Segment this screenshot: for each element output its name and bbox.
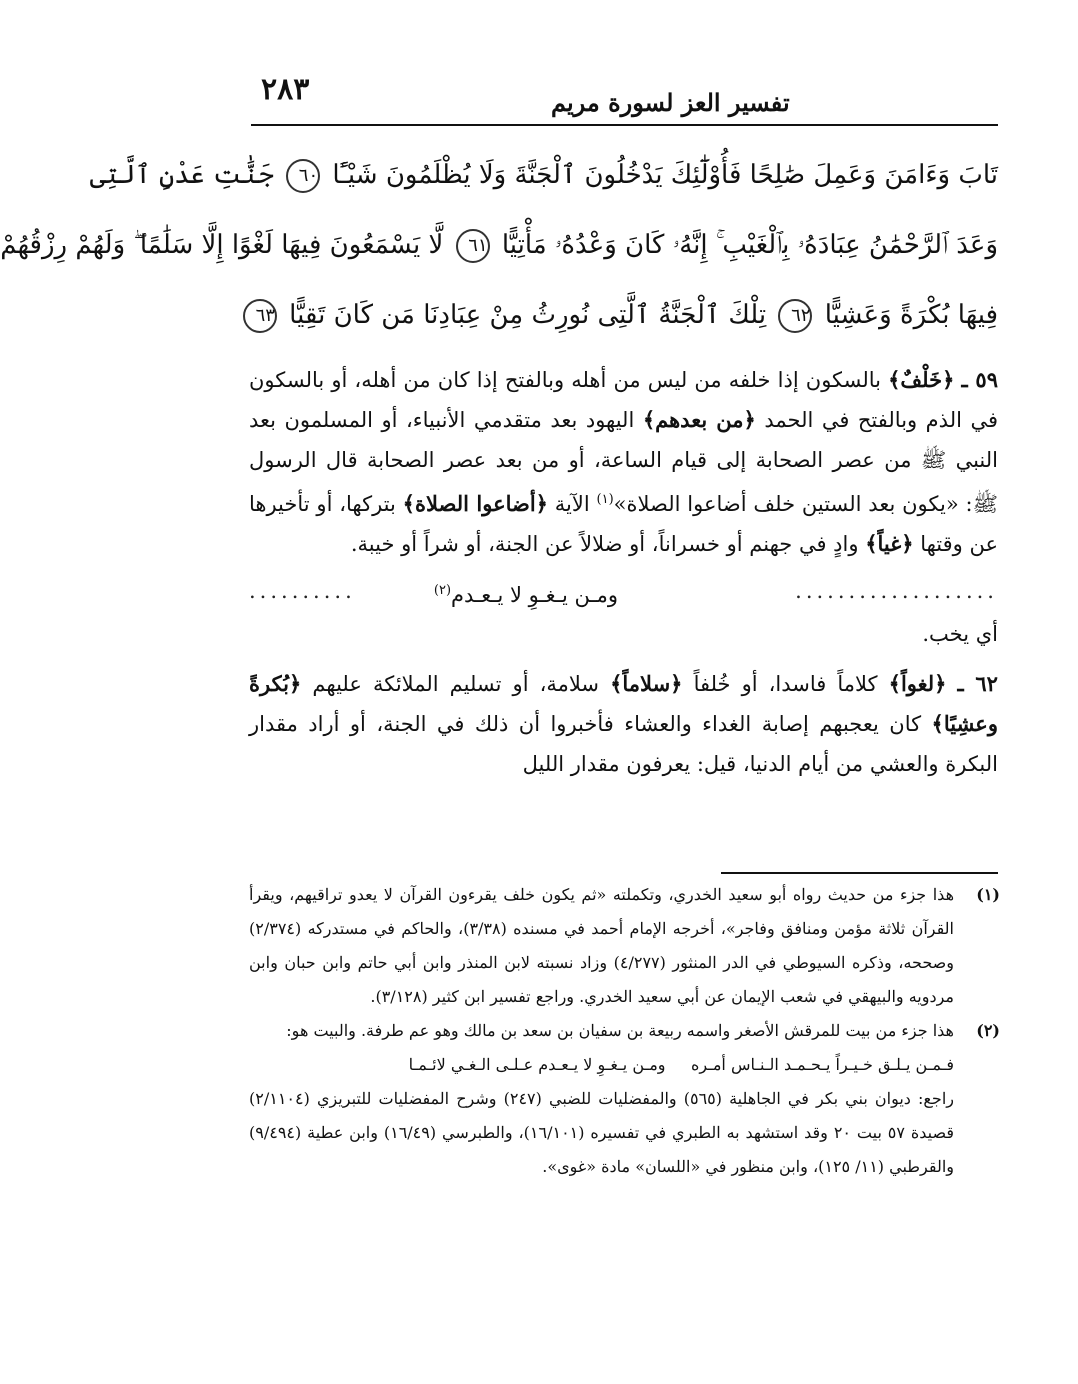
commentary xyxy=(249,360,998,784)
paragraph-62 xyxy=(249,664,998,784)
footnote-text: هذا جزء من حديث رواه أبو سعيد الخدري، وتكملته «ثم يكون خلف يقرءون القرآن لا يعدو تراقيهم، ويقرأ القرآن ثلاثة مؤمن ومنافق وفاجر»، أخرجه الإمام أحمد في مسنده (٣/٣٨)، والحاكم في مستدركه (٢/٣٧٤) وصححه، وذكره السيوطي في الدر المنثور (٤/٢٧٧) وزاد نسبته لابن المنذر وابن أبي حاتم وابن حبان وابن مردويه والبيهقي في شعب الإيمان عن أبي سعيد الخدري. وراجع تفسير ابن كثير (٣/١٢٨). xyxy=(249,885,954,1006)
dots-left: .......... xyxy=(249,579,356,603)
verse-number: ٦٢ ـ xyxy=(957,671,998,696)
quoted-word: ﴿من بعدهم﴾ xyxy=(642,407,756,432)
footnote-number: (٢) xyxy=(976,1021,1000,1040)
paragraph-text: كان يعجبهم إصابة الغداء والعشاء فأخبروا أن ذلك في الجنة، أو أراد مقدار البكرة والعشي من أيام الدنيا، قيل: يعرفون مقدار الليل xyxy=(249,712,998,776)
quran-text: جَنَّٰتِ عَدْنٍ ٱلَّتِى xyxy=(89,160,274,190)
paragraph-text: كلاماً فاسدا، أو خُلفاً xyxy=(693,672,878,696)
footnote-text: هذا جزء من بيت للمرقش الأصغر واسمه ربيعة بن سفيان بن سعد بن مالك وهو عم طرفة. والبيت هو: xyxy=(286,1021,954,1040)
quoted-word: ﴿لغواً﴾ xyxy=(888,671,947,696)
quoted-word: ﴿أضاعوا الصلاة﴾ xyxy=(402,491,548,516)
footnote-1 xyxy=(249,878,1000,1014)
quoted-word: ﴿خَلْفٌ﴾ xyxy=(888,367,955,392)
ayah-marker-61: ٦١ xyxy=(456,229,490,263)
quoted-word: ﴿سلاماً﴾ xyxy=(610,671,683,696)
footnotes xyxy=(249,878,1000,1184)
footnote-number: (١) xyxy=(976,885,1000,904)
verse-fragment xyxy=(434,568,618,618)
page-number: ٢٨٣ xyxy=(261,72,310,107)
footnote-poem: فـمـن يـلـق خـيـراً يـحـمـد الـنـاس أمـره ومـن يـغـوِ لا يـعـدم عـلـى الـغـي لائـمـا xyxy=(408,1055,954,1074)
meaning-line xyxy=(249,614,998,654)
verse-text: ومـن يـغـوِ لا يـعـدم xyxy=(451,583,618,607)
ayah-marker-62: ٦٢ xyxy=(778,299,812,333)
paragraph-text: بتركها، أو تأخيرها عن وقتها xyxy=(249,492,998,556)
footnote-references: راجع: ديوان بني بكر في الجاهلية (٥٦٥) والمفضليات للضبي (٢٤٧) وشرح المفضليات للتبريزي (٢/١١٠٤) قصيدة ٥٧ بيت ٢٠ وقد استشهد به الطبري في تفسيره (١٦/١٠١)، والطبرسي (١٦/٤٩) وابن عطية (٩/٤٩٤) والقرطبي (١١/ ١٢٥)، وابن منظور في «اللسان» مادة «غوى». xyxy=(249,1089,955,1176)
quran-line-3 xyxy=(249,280,998,350)
running-title: تفسير العز لسورة مريم xyxy=(551,88,790,117)
header-rule xyxy=(251,124,998,126)
quran-text: تِلْكَ ٱلْجَنَّةُ ٱلَّتِى نُورِثُ مِنْ عِبَادِنَا مَن كَانَ تَقِيًّا xyxy=(289,300,767,330)
footnote-ref: (١) xyxy=(596,492,614,507)
paragraph-59 xyxy=(249,360,998,564)
quoted-word: ﴿غياً﴾ xyxy=(865,531,914,556)
ayah-marker-60: ٦٠ xyxy=(286,159,320,193)
quran-text: وَعَدَ ٱلرَّحْمَٰنُ عِبَادَهُۥ بِٱلْغَيْبِ ۚ إِنَّهُۥ كَانَ وَعْدُهُۥ مَأْتِيًّا xyxy=(501,230,998,260)
paragraph-text: اليهود بعد متقدمي الأنبياء، أو المسلمون بعد النبي ﷺ من عصر الصحابة إلى قيام الساعة، أو من بعد عصر الصحابة قال الرسول ﷺ: «يكون بعد الستين خلف أضاعوا الصلاة» xyxy=(249,408,998,516)
dots-right: ................... xyxy=(795,579,998,603)
footnote-ref: (٢) xyxy=(433,583,452,598)
page-header xyxy=(251,72,998,124)
quran-text: فِيهَا بُكْرَةً وَعَشِيًّا xyxy=(824,300,998,330)
paragraph-text: سلامة، أو تسليم الملائكة عليهم xyxy=(312,672,600,696)
quran-text: لَّا يَسْمَعُونَ فِيهَا لَغْوًا إِلَّا سَلَٰمًا ۖ وَلَهُمْ رِزْقُهُمْ xyxy=(0,230,444,260)
paragraph-text: وادٍ في جهنم أو خسراناً، أو ضلالاً عن الجنة، أو شراً أو خيبة. xyxy=(350,532,859,556)
quran-text: تَابَ وَءَامَنَ وَعَمِلَ صَٰلِحًا فَأُوْلَٰٓئِكَ يَدْخُلُونَ ٱلْجَنَّةَ وَلَا يُظْلَمُونَ شَيْـًٔا xyxy=(332,160,998,190)
quoted-word: ﴿بُكرةً وعشِيًا﴾ xyxy=(249,671,998,736)
footnote-rule xyxy=(721,872,998,874)
paragraph-text: بالسكون إذا خلفه من ليس من أهله وبالفتح إذا كان من أهله، أو بالسكون في الذم وبالفتح في الحمد xyxy=(249,368,998,432)
paragraph-text: أي يخب. xyxy=(922,622,998,646)
quran-line-1 xyxy=(89,140,998,210)
poetry-citation xyxy=(249,568,998,614)
quran-line-2 xyxy=(0,210,998,280)
footnote-2 xyxy=(249,1014,1000,1184)
ayah-marker-63: ٦٣ xyxy=(243,299,277,333)
quran-verses xyxy=(0,140,998,350)
verse-number: ٥٩ ـ xyxy=(961,367,998,392)
paragraph-text: الآية xyxy=(554,492,590,516)
